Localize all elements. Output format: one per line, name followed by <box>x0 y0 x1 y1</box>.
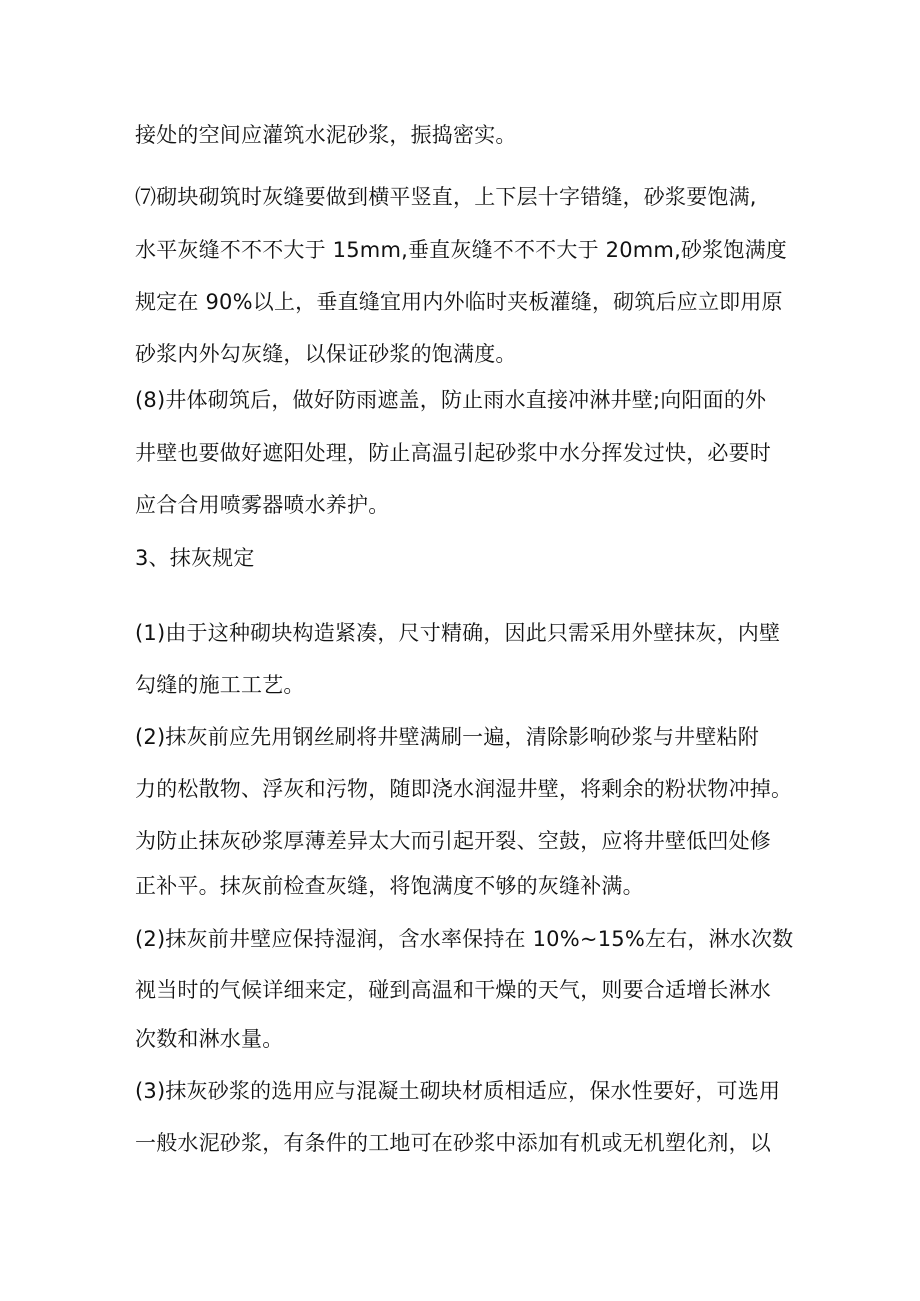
text-line: 砂浆内外勾灰缝，以保证砂浆的饱满度。 <box>135 342 517 366</box>
text-line: (2)抹灰前应先用钢丝刷将井壁满刷一遍，清除影响砂浆与井壁粘附 <box>135 725 759 749</box>
text-line: 一般水泥砂浆，有条件的工地可在砂浆中添加有机或无机塑化剂，以 <box>135 1131 771 1155</box>
section-heading: 3、抹灰规定 <box>135 546 255 570</box>
text-line: 力的松散物、浮灰和污物，随即浇水润湿井壁，将剩余的粉状物冲掉。 <box>135 777 793 801</box>
text-line: 井壁也要做好遮阳处理，防止高温引起砂浆中水分挥发过快，必要时 <box>135 441 771 465</box>
text-line: 接处的空间应灌筑水泥砂浆，振捣密实。 <box>135 123 517 147</box>
text-line: (1)由于这种砌块构造紧凑，尺寸精确，因此只需采用外壁抹灰，内壁 <box>135 621 781 645</box>
text-line: 水平灰缝不不不大于 15mm,垂直灰缝不不不大于 20mm,砂浆饱满度 <box>135 238 787 262</box>
text-line: (3)抹灰砂浆的选用应与混凝土砌块材质相适应，保水性要好，可选用 <box>135 1079 781 1103</box>
text-line: 应合合用喷雾器喷水养护。 <box>135 493 390 517</box>
text-line: 为防止抹灰砂浆厚薄差异太大而引起开裂、空鼓，应将井壁低凹处修 <box>135 829 771 853</box>
text-line: 正补平。抹灰前检查灰缝，将饱满度不够的灰缝补满。 <box>135 874 644 898</box>
text-line: 规定在 90%以上，垂直缝宜用内外临时夹板灌缝，砌筑后应立即用原 <box>135 290 783 314</box>
text-line: 勾缝的施工工艺。 <box>135 673 305 697</box>
text-line: 视当时的气候详细来定，碰到高温和干燥的天气，则要合适增长淋水 <box>135 978 771 1002</box>
text-line: (8)井体砌筑后，做好防雨遮盖，防止雨水直接冲淋井壁;向阳面的外 <box>135 388 767 412</box>
text-line: (2)抹灰前井壁应保持湿润，含水率保持在 10%~15%左右，淋水次数 <box>135 927 794 951</box>
text-line: ⑺砌块砌筑时灰缝要做到横平竖直，上下层十字错缝，砂浆要饱满, <box>135 185 757 209</box>
text-line: 次数和淋水量。 <box>135 1027 284 1051</box>
